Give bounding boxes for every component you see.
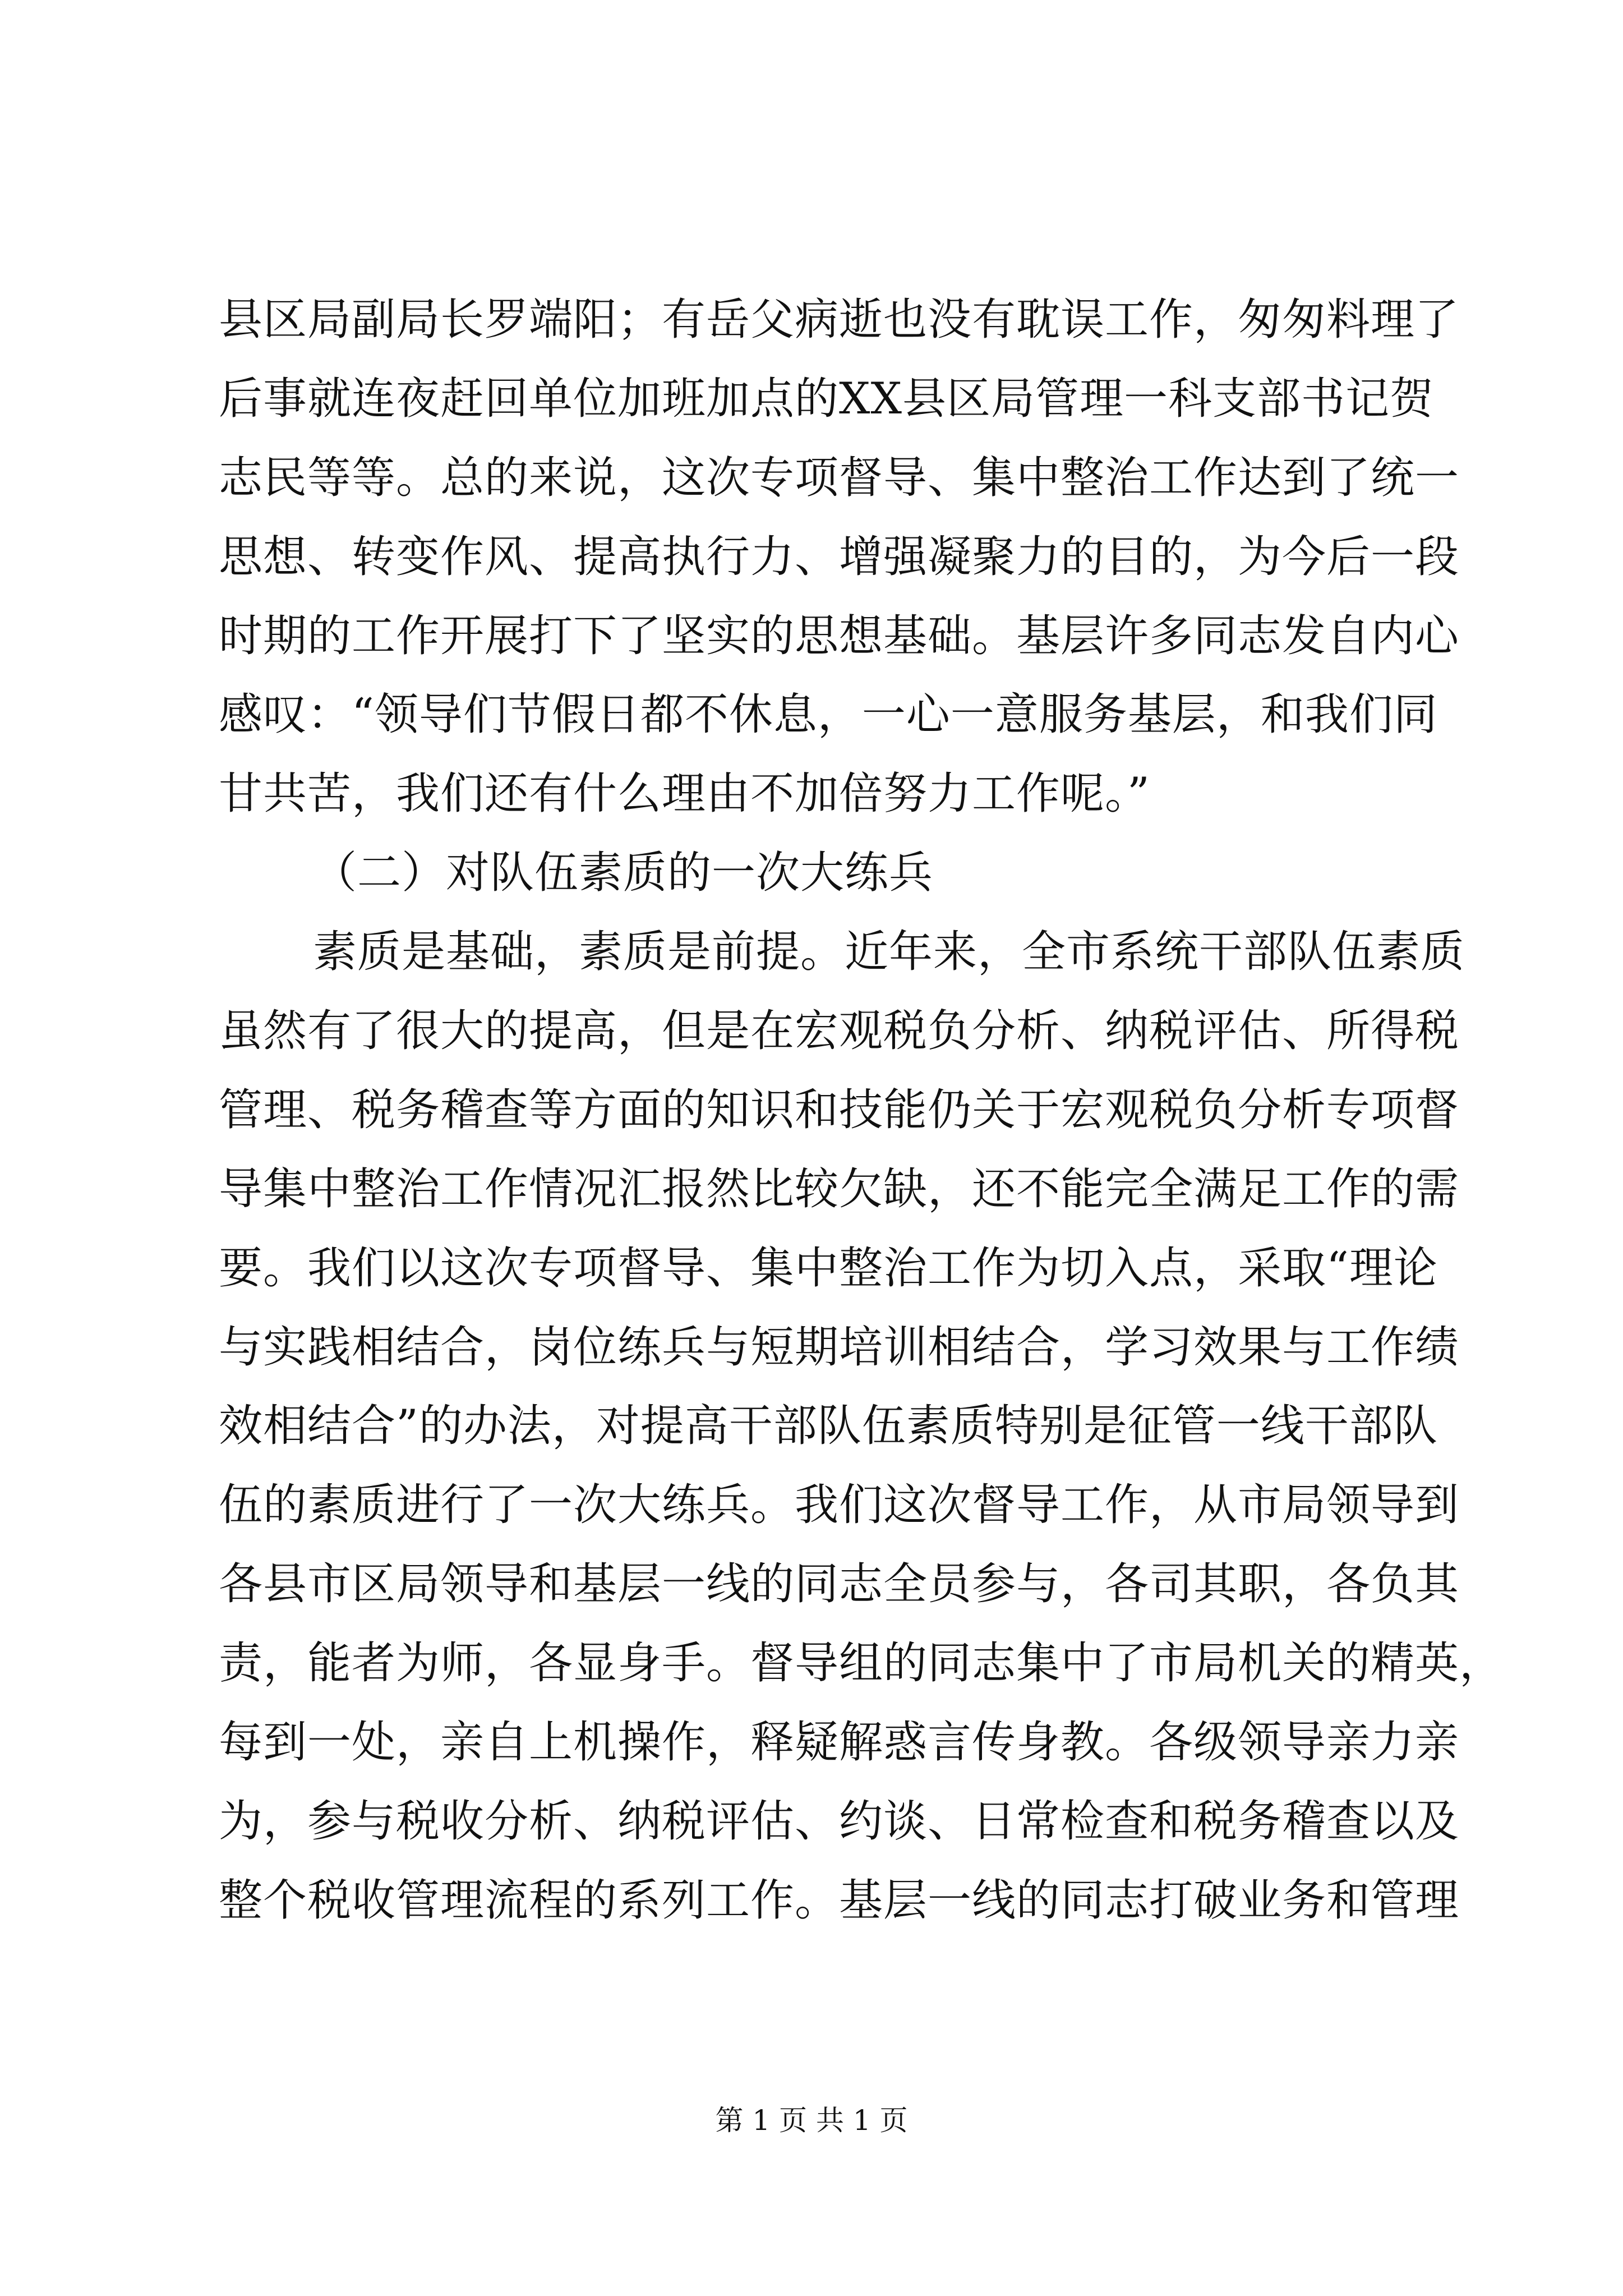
text-line: 各县市区局领导和基层一线的同志全员参与，各司其职，各负其 xyxy=(219,1559,1460,1610)
text-line: 甘共苦，我们还有什么理由不加倍努力工作呢。” xyxy=(219,769,1150,820)
text-line: 导集中整治工作情况汇报然比较欠缺，还不能完全满足工作的需 xyxy=(219,1163,1460,1214)
section-heading: （二）对队伍素质的一次大练兵 xyxy=(313,848,934,899)
text-line: 为，参与税收分析、纳税评估、约谈、日常检查和税务稽查以及 xyxy=(219,1796,1460,1847)
document-body xyxy=(219,280,1504,1940)
page-footer: 第 1 页 共 1 页 xyxy=(715,2104,908,2137)
text-line: 伍的素质进行了一次大练兵。我们这次督导工作，从市局领导到 xyxy=(219,1480,1460,1531)
text-line: 每到一处，亲自上机操作，释疑解惑言传身教。各级领导亲力亲 xyxy=(219,1717,1460,1768)
text-line: 后事就连夜赶回单位加班加点的XX县区局管理一科支部书记贺 xyxy=(219,373,1435,424)
text-line: 责，能者为师，各显身手。督导组的同志集中了市局机关的精英， xyxy=(219,1638,1504,1689)
text-line: 时期的工作开展打下了坚实的思想基础。基层许多同志发自内心 xyxy=(219,610,1460,661)
text-line: 思想、转变作风、提高执行力、增强凝聚力的目的，为今后一段 xyxy=(219,531,1460,582)
text-line: 整个税收管理流程的系列工作。基层一线的同志打破业务和管理 xyxy=(219,1875,1460,1926)
text-line: 效相结合”的办法，对提高干部队伍素质特别是征管一线干部队 xyxy=(219,1401,1438,1452)
text-line: 与实践相结合，岗位练兵与短期培训相结合，学习效果与工作绩 xyxy=(219,1322,1460,1373)
text-line: 虽然有了很大的提高，但是在宏观税负分析、纳税评估、所得税 xyxy=(219,1006,1460,1057)
text-line: 要。我们以这次专项督导、集中整治工作为切入点，采取“理论 xyxy=(219,1243,1438,1294)
text-line: 志民等等。总的来说，这次专项督导、集中整治工作达到了统一 xyxy=(219,452,1460,503)
text-line: 感叹：“领导们节假日都不休息，一心一意服务基层，和我们同 xyxy=(219,689,1438,740)
text-line: 管理、税务稽查等方面的知识和技能仍关于宏观税负分析专项督 xyxy=(219,1084,1460,1135)
text-line: 素质是基础，素质是前提。近年来，全市系统干部队伍素质 xyxy=(313,927,1465,978)
text-line: 县区局副局长罗端阳；有岳父病逝也没有耽误工作，匆匆料理了 xyxy=(219,295,1460,345)
